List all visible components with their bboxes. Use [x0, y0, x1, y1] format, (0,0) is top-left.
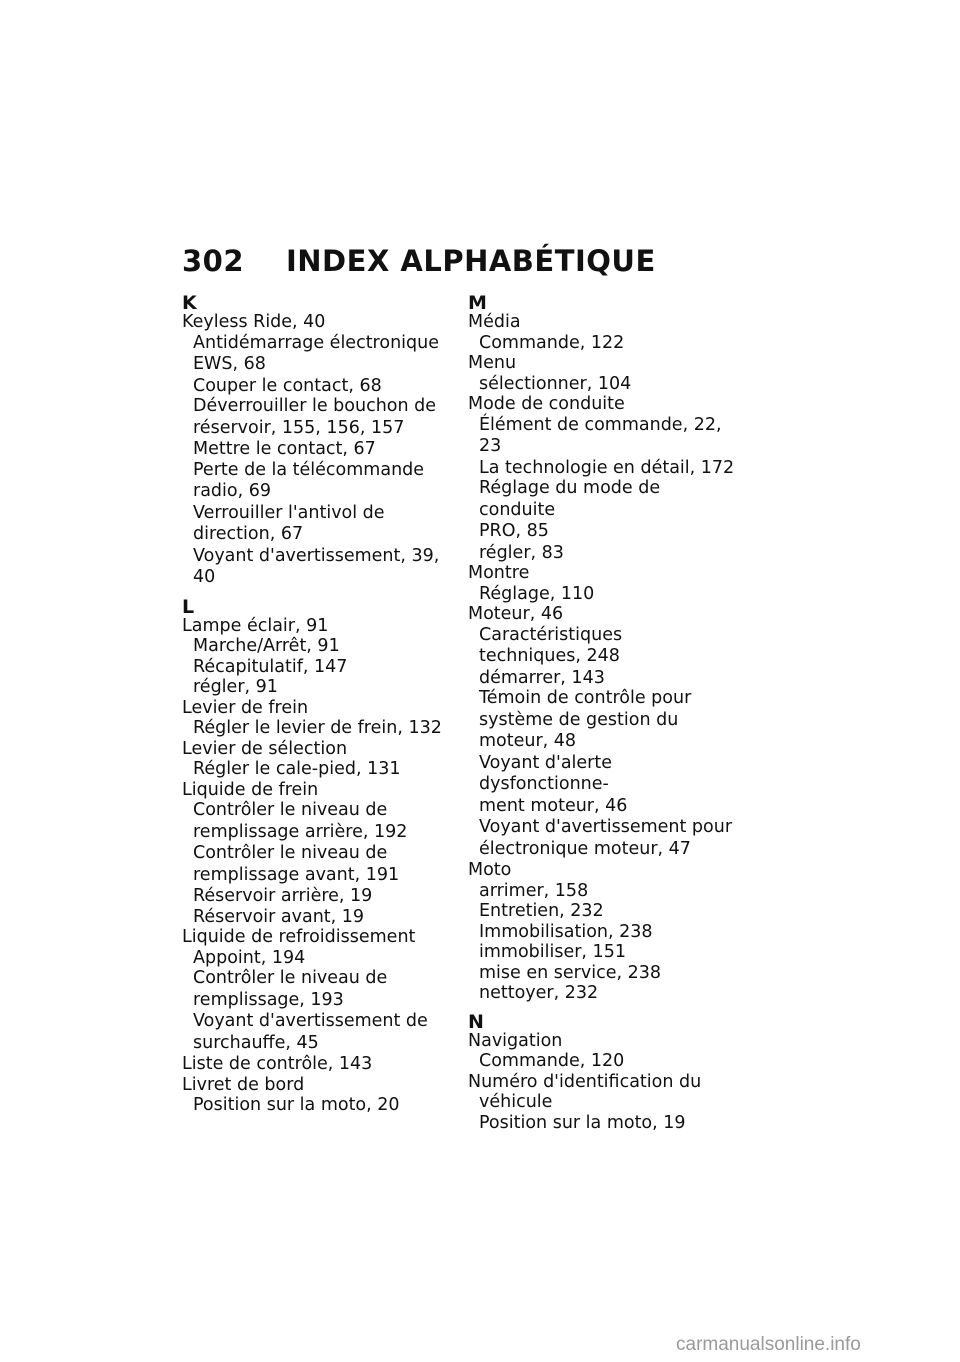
index-subentry: Entretien, 232 — [479, 901, 604, 921]
index-subentry-cont: moteur, 48 — [479, 731, 577, 751]
index-subentry-cont: système de gestion du — [479, 709, 679, 730]
index-subentry-cont: direction, 67 — [193, 524, 304, 544]
index-subentry: Récapitulatif, 147 — [193, 656, 348, 677]
index-subentry: Position sur la moto, 19 — [479, 1112, 686, 1133]
index-subentry: Perte de la télécommande — [193, 459, 425, 480]
index-entry: Moteur, 46 — [468, 604, 564, 624]
index-subentry-cont: techniques, 248 — [479, 646, 620, 666]
index-subentry: régler, 91 — [193, 677, 278, 697]
index-subentry: Antidémarrage électronique — [193, 332, 439, 353]
section-letter-m: M — [468, 292, 487, 314]
index-subentry: Commande, 120 — [479, 1051, 625, 1071]
index-subentry: Position sur la moto, 20 — [193, 1095, 400, 1115]
index-subentry: Caractéristiques — [479, 624, 623, 645]
index-subentry: Contrôler le niveau de — [193, 843, 388, 863]
index-subentry: Réglage du mode de conduite — [479, 478, 661, 520]
index-subentry-cont: ment moteur, 46 — [479, 795, 628, 816]
index-subentry: démarrer, 143 — [479, 667, 605, 688]
index-subentry: Déverrouiller le bouchon de — [193, 396, 437, 416]
index-subentry-cont: radio, 69 — [193, 481, 271, 501]
index-entry: Numéro d'identification du — [468, 1071, 702, 1092]
index-subentry: Voyant d'avertissement, 39, — [193, 545, 440, 566]
index-entry: Levier de sélection — [182, 738, 348, 759]
index-entry: Liquide de refroidissement — [182, 927, 416, 947]
index-entry: Menu — [468, 353, 517, 373]
index-subentry: Réservoir arrière, 19 — [193, 886, 373, 906]
page-number: 302 — [182, 244, 245, 278]
index-subentry: Immobilisation, 238 — [479, 921, 653, 942]
index-subentry: nettoyer, 232 — [479, 983, 599, 1003]
index-subentry-cont: surchauffe, 45 — [193, 1032, 319, 1053]
index-entry: Livret de bord — [182, 1074, 305, 1095]
watermark-text: carmanualsonline.info — [676, 1334, 861, 1355]
index-subentry: Régler le cale-pied, 131 — [193, 759, 401, 779]
index-subentry: Appoint, 194 — [193, 947, 306, 968]
section-letter-l: L — [182, 595, 195, 618]
section-letter-n: N — [468, 1010, 484, 1033]
index-subentry-cont: 40 — [193, 567, 216, 587]
index-subentry: Mettre le contact, 67 — [193, 439, 376, 459]
index-subentry: Contrôler le niveau de — [193, 968, 388, 988]
index-subentry: arrimer, 158 — [479, 880, 589, 901]
index-subentry: Voyant d'avertissement pour — [479, 817, 733, 837]
index-subentry-cont: PRO, 85 — [479, 521, 549, 541]
index-entry: Navigation — [468, 1030, 563, 1051]
index-entry: Média — [468, 312, 521, 332]
index-subentry: régler, 83 — [479, 542, 564, 563]
index-subentry-cont: 23 — [479, 436, 502, 456]
index-subentry-cont: remplissage arrière, 192 — [193, 821, 408, 842]
index-subentry: Couper le contact, 68 — [193, 375, 382, 396]
index-subentry: Marche/Arrêt, 91 — [193, 636, 340, 656]
section-letter-k: K — [182, 292, 197, 314]
index-subentry: Contrôler le niveau de — [193, 800, 388, 820]
index-subentry: sélectionner, 104 — [479, 373, 632, 394]
page-title: INDEX ALPHABÉTIQUE — [286, 244, 656, 278]
index-subentry: Commande, 122 — [479, 332, 625, 353]
index-entry: Keyless Ride, 40 — [182, 312, 326, 332]
index-entry: Liste de contrôle, 143 — [182, 1054, 373, 1074]
index-subentry-cont: électronique moteur, 47 — [479, 838, 691, 859]
index-subentry-cont: remplissage avant, 191 — [193, 864, 400, 885]
index-subentry: La technologie en détail, 172 — [479, 457, 735, 478]
index-subentry: Voyant d'alerte dysfonctionne- — [479, 752, 613, 794]
index-subentry: Verrouiller l'antivol de — [193, 502, 385, 523]
index-entry: Moto — [468, 860, 512, 880]
index-entry: Liquide de frein — [182, 779, 319, 800]
index-subentry-cont: EWS, 68 — [193, 354, 266, 374]
index-entry: Levier de frein — [182, 697, 309, 718]
index-entry: Mode de conduite — [468, 394, 625, 414]
index-entry-cont: véhicule — [479, 1092, 553, 1112]
index-subentry: Voyant d'avertissement de — [193, 1011, 428, 1031]
index-subentry-cont: remplissage, 193 — [193, 989, 344, 1010]
index-subentry: Réglage, 110 — [479, 583, 595, 604]
index-column-left — [182, 294, 452, 1116]
index-subentry: mise en service, 238 — [479, 962, 661, 983]
index-subentry-cont: réservoir, 155, 156, 157 — [193, 417, 405, 438]
index-subentry: Témoin de contrôle pour — [479, 688, 692, 708]
index-entry: Lampe éclair, 91 — [182, 615, 329, 636]
index-column-right — [468, 294, 738, 1133]
index-subentry: Régler le levier de frein, 132 — [193, 718, 442, 738]
page-header — [182, 244, 656, 278]
index-entry: Montre — [468, 563, 530, 583]
index-subentry: immobiliser, 151 — [479, 942, 626, 962]
index-subentry: Élément de commande, 22, — [479, 414, 722, 435]
index-subentry: Réservoir avant, 19 — [193, 906, 365, 927]
